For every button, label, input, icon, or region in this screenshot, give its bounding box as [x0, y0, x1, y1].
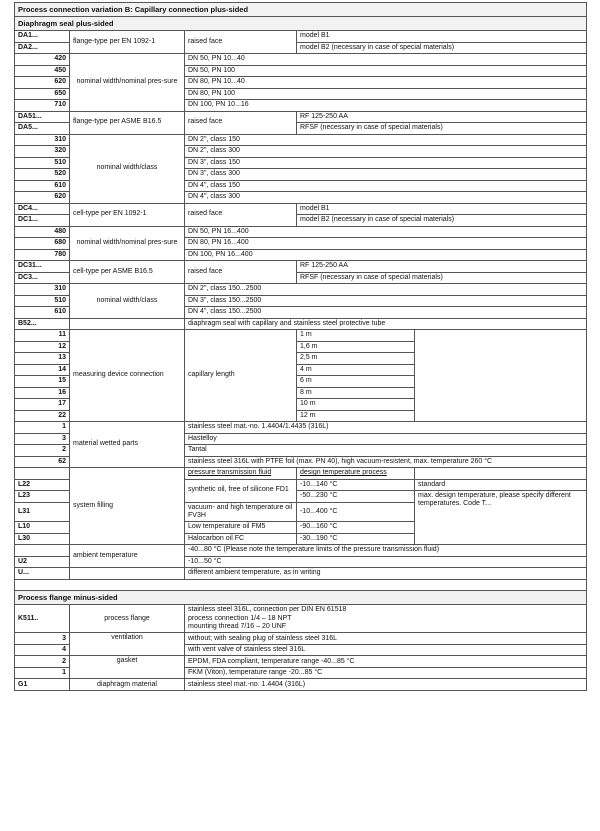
option-label: [70, 318, 185, 330]
option-desc: RFSF (necessary in case of special materials): [297, 272, 587, 284]
option-desc: model B2 (necessary in case of special materials): [297, 42, 587, 54]
option-desc: DN 80, PN 10...40: [185, 77, 587, 89]
order-code: 22: [15, 410, 70, 422]
order-code: DA1...: [15, 31, 70, 43]
order-code: DC31...: [15, 261, 70, 273]
blank-cell: [15, 545, 70, 557]
option-desc: Hastelloy: [185, 433, 587, 445]
option-desc: -90...160 °C: [297, 522, 415, 534]
option-desc-line: mounting thread 7/16 – 20 UNF: [188, 623, 287, 631]
option-desc: DN 50, PN 16...400: [185, 226, 587, 238]
option-label: flange-type per EN 1092-1: [70, 31, 185, 54]
option-desc: 2,5 m: [297, 353, 415, 365]
option-desc: stainless steel mat.-no. 1.4404/1.4435 (316L): [185, 422, 587, 434]
option-label: process flange: [70, 605, 185, 633]
option-label: cell-type per ASME B16.5: [70, 261, 185, 284]
option-desc: Tantal: [185, 445, 587, 457]
order-code: 16: [15, 387, 70, 399]
order-code: L31: [15, 502, 70, 522]
column-heading: pressure transmission fluid: [185, 468, 297, 480]
option-label: cell-type per EN 1092-1: [70, 203, 185, 226]
option-desc: DN 4", class 150...2500: [185, 307, 587, 319]
option-desc: -30...190 °C: [297, 533, 415, 545]
spacer: [15, 579, 587, 591]
order-code: 15: [15, 376, 70, 388]
order-code: 1: [15, 667, 70, 679]
option-desc: 4 m: [297, 364, 415, 376]
option-desc: DN 50, PN 100: [185, 65, 587, 77]
option-label: raised face: [185, 261, 297, 284]
section-heading: Process flange minus-sided: [15, 591, 587, 605]
option-desc: model B1: [297, 31, 587, 43]
option-desc: synthetic oil, free of silicone FD1: [185, 479, 297, 502]
blank-cell: [415, 468, 587, 480]
option-desc: -10...140 °C: [297, 479, 415, 491]
order-code: 3: [15, 633, 70, 645]
option-desc: model B2 (necessary in case of special materials): [297, 215, 587, 227]
order-code: DC1...: [15, 215, 70, 227]
order-code: 2: [15, 445, 70, 457]
option-label: material wetted parts: [70, 422, 185, 468]
option-desc: DN 100, PN 16...400: [185, 249, 587, 261]
option-desc: stainless steel mat.-no. 1.4404 (316L): [185, 679, 587, 691]
option-desc: 1 m: [297, 330, 415, 342]
order-code: 510: [15, 157, 70, 169]
blank-cell: [415, 330, 587, 422]
option-desc: 6 m: [297, 376, 415, 388]
option-desc: [185, 605, 587, 633]
option-desc: without; with sealing plug of stainless steel 316L: [185, 633, 587, 645]
option-desc: DN 80, PN 100: [185, 88, 587, 100]
order-code: 520: [15, 169, 70, 181]
option-desc: DN 2", class 150...2500: [185, 284, 587, 296]
order-code: 1: [15, 422, 70, 434]
option-label: system filling: [70, 468, 185, 545]
order-code: L10: [15, 522, 70, 534]
column-heading: design temperature process: [297, 468, 415, 480]
option-desc: model B1: [297, 203, 587, 215]
option-label: raised face: [185, 31, 297, 54]
option-desc: standard: [415, 479, 587, 491]
order-code: 610: [15, 180, 70, 192]
order-code: 3: [15, 433, 70, 445]
option-desc: DN 2", class 150: [185, 134, 587, 146]
order-code: DA2...: [15, 42, 70, 54]
section-heading: Diaphragm seal plus-sided: [15, 17, 587, 31]
order-code: 680: [15, 238, 70, 250]
option-label: flange-type per ASME B16.5: [70, 111, 185, 134]
order-code: 420: [15, 54, 70, 66]
option-desc: different ambient temperature, as in writing: [185, 568, 587, 580]
option-desc: Halocarbon oil FC: [185, 533, 297, 545]
order-code: 320: [15, 146, 70, 158]
option-label: measuring device connection: [70, 330, 185, 422]
option-label: capillary length: [185, 330, 297, 422]
option-desc: 12 m: [297, 410, 415, 422]
option-desc: DN 2", class 300: [185, 146, 587, 158]
option-label: nominal width/nominal pres-sure: [70, 54, 185, 112]
option-desc-line: stainless steel 316L, connection per DIN EN 61518: [188, 606, 347, 614]
order-code: 12: [15, 341, 70, 353]
option-label: nominal width/nominal pres-sure: [70, 226, 185, 261]
blank-cell: [70, 568, 185, 580]
option-desc: 10 m: [297, 399, 415, 411]
order-code: 780: [15, 249, 70, 261]
option-desc: DN 3", class 300: [185, 169, 587, 181]
page-title: Process connection variation B: Capillary connection plus-sided: [15, 3, 587, 17]
option-desc: with vent valve of stainless steel 316L: [185, 644, 587, 656]
option-label: raised face: [185, 111, 297, 134]
order-code: K511..: [15, 605, 70, 633]
order-code: 480: [15, 226, 70, 238]
option-label: nominal width/class: [70, 134, 185, 203]
order-code: 2: [15, 656, 70, 668]
order-code: 17: [15, 399, 70, 411]
option-desc: EPDM, FDA compliant, temperature range -40...85 °C: [185, 656, 587, 668]
option-desc: -10...400 °C: [297, 502, 415, 522]
order-code: G1: [15, 679, 70, 691]
option-desc: max. design temperature, please specify different temperatures. Code T...: [415, 491, 587, 545]
option-desc: -40...80 °C (Please note the temperature limits of the pressure transmission fluid): [185, 545, 587, 557]
order-code: 14: [15, 364, 70, 376]
order-code: U...: [15, 568, 70, 580]
order-code: DA51...: [15, 111, 70, 123]
option-desc: diaphragm seal with capillary and stainless steel protective tube: [185, 318, 587, 330]
order-code: DA5...: [15, 123, 70, 135]
option-desc: DN 50, PN 10...40: [185, 54, 587, 66]
option-desc: vacuum- and high temperature oil FV3H: [185, 502, 297, 522]
option-desc: stainless steel 316L with PTFE foil (max. PN 40), high vacuum-resistent, max. temperature 260 °C: [185, 456, 587, 468]
option-label: diaphragm material: [70, 679, 185, 691]
blank-cell: [15, 468, 70, 480]
order-code: 310: [15, 134, 70, 146]
order-code: L30: [15, 533, 70, 545]
order-code: DC3...: [15, 272, 70, 284]
order-code: 13: [15, 353, 70, 365]
option-desc: DN 4", class 150: [185, 180, 587, 192]
option-desc: Low temperature oil FM5: [185, 522, 297, 534]
order-code: 510: [15, 295, 70, 307]
order-code: DC4...: [15, 203, 70, 215]
order-code: 650: [15, 88, 70, 100]
option-label: ventilation: [70, 633, 185, 656]
option-desc: FKM (Viton), temperature range -20...85 °C: [185, 667, 587, 679]
order-code: 620: [15, 192, 70, 204]
option-desc: RF 125-250 AA: [297, 261, 587, 273]
option-desc: DN 100, PN 10...16: [185, 100, 587, 112]
option-desc: DN 80, PN 16...400: [185, 238, 587, 250]
option-desc: 1,6 m: [297, 341, 415, 353]
order-code: U2: [15, 556, 70, 568]
option-label: ambient temperature: [70, 545, 185, 568]
option-desc: DN 3", class 150: [185, 157, 587, 169]
order-code: 62: [15, 456, 70, 468]
spec-table: [14, 2, 587, 691]
option-desc: -10...50 °C: [185, 556, 587, 568]
option-desc: DN 4", class 300: [185, 192, 587, 204]
order-code: L23: [15, 491, 70, 503]
option-label: raised face: [185, 203, 297, 226]
option-desc-line: process connection 1/4 – 18 NPT: [188, 614, 292, 622]
order-code: 4: [15, 644, 70, 656]
order-code: L22: [15, 479, 70, 491]
order-code: 310: [15, 284, 70, 296]
order-code: B52...: [15, 318, 70, 330]
order-code: 620: [15, 77, 70, 89]
option-desc: DN 3", class 150...2500: [185, 295, 587, 307]
option-label: gasket: [70, 656, 185, 679]
option-desc: RFSF (necessary in case of special materials): [297, 123, 587, 135]
option-label: nominal width/class: [70, 284, 185, 319]
order-code: 450: [15, 65, 70, 77]
option-desc: RF 125-250 AA: [297, 111, 587, 123]
order-code: 11: [15, 330, 70, 342]
option-desc: 8 m: [297, 387, 415, 399]
option-desc: -50...230 °C: [297, 491, 415, 503]
order-code: 610: [15, 307, 70, 319]
order-code: 710: [15, 100, 70, 112]
